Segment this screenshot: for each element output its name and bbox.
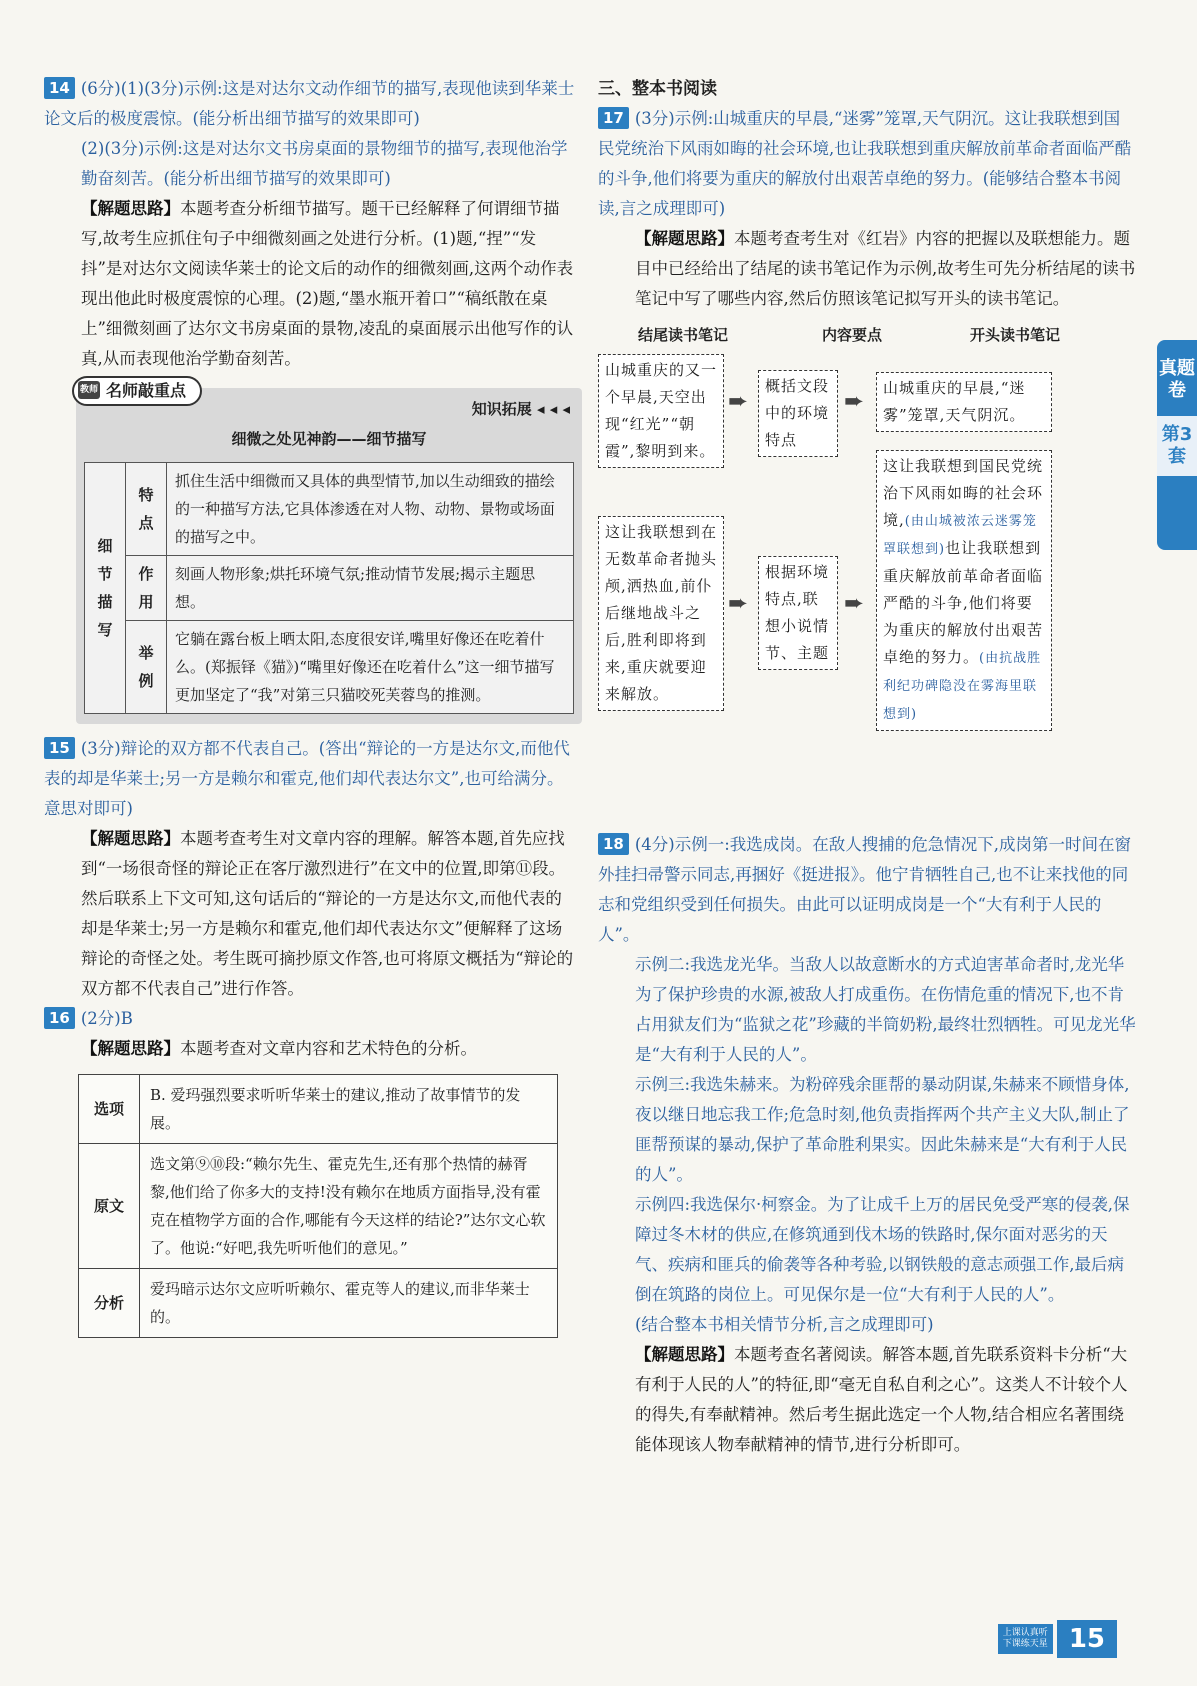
- q15-analysis: 【解题思路】本题考查考生对文章内容的理解。解答本题,首先应找到“一场很奇怪的辩论正在客厅激烈进行”在文中的位置,即第⑪段。然后联系上下文可知,这句话后的“辩论的一方是达尔文,而他代表的却是华莱士;另一方是赖尔和霍克,他们却代表达尔文”便解释了这场辩论的奇怪之处。考生既可摘抄原文作答,也可将原文概括为“辩论的双方都不代表自己”进行作答。: [81, 829, 574, 998]
- right-column: [598, 74, 1136, 1460]
- knowledge-extension-label: 知识拓展 ◂ ◂ ◂: [471, 400, 570, 418]
- q18-analysis: 【解题思路】本题考查名著阅读。解答本题,首先联系资料卡分析“大有利于人民的人”的特征,即“毫无自私自利之心”。这类人不计较个人的得失,有奉献精神。然后考生据此选定一个人物,结合相应名著围绕能体现该人物奉献精神的情节,进行分析即可。: [635, 1345, 1128, 1454]
- arrow-right-icon: ➨: [728, 589, 749, 617]
- q18-answer-4: 示例四:我选保尔·柯察金。为了让成千上万的居民免受严寒的侵袭,保障过冬木材的供应,在修筑通到伐木场的铁路时,保尔面对恶劣的天气、疾病和匪兵的偷袭等各种考验,以钢铁般的意志顽强工作,最后病倒在筑路的岗位上。可见保尔是一位“大有利于人民的人”。: [635, 1195, 1130, 1304]
- diagram-header-opening: 开头读书笔记: [970, 326, 1061, 344]
- note-box-points: 概括文段中的环境特点: [758, 370, 838, 457]
- group-header: 细节描写: [85, 463, 126, 714]
- q14-answer-1: 14 (6分)(1)(3分)示例:这是对达尔文动作细节的描写,表现他读到华莱士论文后的极度震惊。(能分析出细节描写的效果即可): [44, 79, 575, 128]
- row-header: 选项: [79, 1075, 140, 1144]
- q15-answer: 15 (3分)辩论的双方都不代表自己。(答出“辩论的一方是达尔文,而他代表的却是华莱士;另一方是赖尔和霍克,他们却代表达尔文”,也可给满分。意思对即可): [44, 739, 570, 818]
- arrow-right-icon: ➨: [844, 589, 865, 617]
- row-text: B. 爱玛强烈要求听听华莱士的建议,推动了故事情节的发展。: [140, 1075, 558, 1144]
- q16-option-table: [78, 1074, 558, 1338]
- row-header: 作用: [126, 556, 167, 621]
- section-title: 三、整本书阅读: [598, 79, 717, 99]
- q18-answer-3: 示例三:我选朱赫来。为粉碎残余匪帮的暴动阴谋,朱赫来不顾惜身体,夜以继日地忘我工作;危急时刻,他负责指挥两个共产主义大队,制止了匪帮预谋的暴动,保护了革命胜利果实。因此朱赫来是“大有利于人民的人”。: [635, 1075, 1130, 1184]
- note-box-ending: 山城重庆的又一个早晨,天空出现“红光”“朝霞”,黎明到来。: [598, 354, 724, 468]
- q16-analysis: 【解题思路】本题考查对文章内容和艺术特色的分析。: [81, 1039, 477, 1058]
- solution-tag: 【解题思路】: [81, 829, 180, 848]
- footer-slogan: 上课认真听 下课练天星: [998, 1624, 1053, 1654]
- row-header: 分析: [79, 1269, 140, 1338]
- detail-description-table: [84, 462, 574, 714]
- solution-tag: 【解题思路】: [81, 199, 180, 218]
- q18-answer-2: 示例二:我选龙光华。当敌人以故意断水的方式迫害革命者时,龙光华为了保护珍贵的水源,被敌人打成重伤。在伤情危重的情况下,也不肯占用狱友们为“监狱之花”珍藏的半筒奶粉,最终壮烈牺牲。可见龙光华是“大有利于人民的人”。: [635, 955, 1136, 1064]
- teacher-badge-icon: 教师: [78, 381, 100, 399]
- row-text: 它躺在露台板上晒太阳,态度很安详,嘴里好像还在吃着什么。(郑振铎《猫》)“嘴里好像还在吃着什么”这一细节描写更加坚定了“我”对第三只猫咬死芙蓉鸟的推测。: [167, 621, 574, 714]
- diagram-header-ending: 结尾读书笔记: [638, 326, 729, 344]
- solution-tag: 【解题思路】: [635, 1345, 734, 1364]
- side-tab: [1157, 340, 1197, 550]
- q18-answer-1: 18 (4分)示例一:我选成岗。在敌人搜捕的危急情况下,成岗第一时间在窗外挂扫帚警示同志,再捆好《挺进报》。他宁肯牺牲自己,也不让来找他的同志和党组织受到任何损失。由此可以证明成岗是一个“大有利于人民的人”。: [598, 835, 1132, 944]
- reading-notes-diagram: [598, 320, 1138, 830]
- q17-analysis: 【解题思路】本题考查考生对《红岩》内容的把握以及联想能力。题目中已经给出了结尾的读书笔记作为示例,故考生可先分析结尾的读书笔记中写了哪些内容,然后仿照该笔记拟写开头的读书笔记。: [635, 229, 1136, 308]
- note-box-points-2: 根据环境特点,联想小说情节、主题: [758, 556, 838, 670]
- side-tab-set: 第3套: [1157, 416, 1197, 476]
- solution-tag: 【解题思路】: [635, 229, 734, 248]
- q14-answer-2: (2)(3分)示例:这是对达尔文书房桌面的景物细节的描写,表现他治学勤奋刻苦。(能分析出细节描写的效果即可): [81, 139, 568, 188]
- q18-note: (结合整本书相关情节分析,言之成理即可): [635, 1315, 934, 1334]
- q17-answer: 17 (3分)示例:山城重庆的早晨,“迷雾”笼罩,天气阴沉。这让我联想到国民党统治下风雨如晦的社会环境,也让我联想到重庆解放前革命者面临严酷的斗争,他们将要为重庆的解放付出艰苦卓绝的努力。(能够结合整本书阅读,言之成理即可): [598, 109, 1132, 218]
- key-point-box: [76, 381, 582, 724]
- row-text: 刻画人物形象;烘托环境气氛;推动情节发展;揭示主题思想。: [167, 556, 574, 621]
- note-box-ending-2: 这让我联想到在无数革命者抛头颅,洒热血,前仆后继地战斗之后,胜利即将到来,重庆就要迎来解放。: [598, 516, 724, 711]
- row-text: 选文第⑨⑩段:“赖尔先生、霍克先生,还有那个热情的赫胥黎,他们给了你多大的支持!没有赖尔在地质方面指导,没有霍克在植物学方面的合作,哪能有今天这样的结论?”达尔文心软了。他说:“好吧,我先听听他们的意见。”: [140, 1144, 558, 1269]
- q15-number: 15: [44, 737, 75, 759]
- note-annotation: (由山城被浓云迷雾笼罩联想到): [883, 514, 1037, 557]
- row-header: 特点: [126, 463, 167, 556]
- q14-analysis: 【解题思路】本题考查分析细节描写。题干已经解释了何谓细节描写,故考生应抓住句子中细微刻画之处进行分析。(1)题,“捏”“发抖”是对达尔文阅读华莱士的论文后的动作的细微刻画,这两个动作表现出他此时极度震惊的心理。(2)题,“墨水瓶开着口”“稿纸散在桌上”细微刻画了达尔文书房桌面的景物,凌乱的桌面展示出他写作的认真,从而表现他治学勤奋刻苦。: [81, 199, 574, 368]
- note-annotation: (由抗战胜利纪功碑隐没在雾海里联想到): [883, 651, 1042, 722]
- row-header: 举例: [126, 621, 167, 714]
- q16-answer: 16 (2分)B: [44, 1004, 576, 1034]
- left-column: [44, 74, 576, 1338]
- page-footer: [998, 1620, 1117, 1658]
- q16-number: 16: [44, 1007, 75, 1029]
- arrow-right-icon: ➨: [844, 387, 865, 415]
- solution-tag: 【解题思路】: [81, 1039, 180, 1058]
- diagram-header-points: 内容要点: [822, 326, 883, 344]
- row-text: 爱玛暗示达尔文应听听赖尔、霍克等人的建议,而非华莱士的。: [140, 1269, 558, 1338]
- row-text: 抓住生活中细微而又具体的典型情节,加以生动细致的描绘的一种描写方法,它具体渗透在对人物、动物、景物或场面的描写之中。: [167, 463, 574, 556]
- q18-number: 18: [598, 833, 629, 855]
- row-header: 原文: [79, 1144, 140, 1269]
- q17-number: 17: [598, 107, 629, 129]
- q14-number: 14: [44, 77, 75, 99]
- arrow-right-icon: ➨: [728, 387, 749, 415]
- note-box-opening: 山城重庆的早晨,“迷雾”笼罩,天气阴沉。: [876, 372, 1052, 432]
- side-tab-title: 真题卷: [1159, 358, 1195, 401]
- key-point-title: 细微之处见神韵——细节描写: [231, 430, 427, 448]
- page-number: 15: [1057, 1620, 1117, 1658]
- note-box-opening-2: 这让我联想到国民党统治下风雨如晦的社会环境,(由山城被浓云迷雾笼罩联想到)也让我联想到重庆解放前革命者面临严酷的斗争,他们将要为重庆的解放付出艰苦卓绝的努力。(由抗战胜利纪功碑隐没在雾海里联想到): [876, 450, 1052, 731]
- key-point-tab: 教师 名师敲重点: [72, 376, 202, 406]
